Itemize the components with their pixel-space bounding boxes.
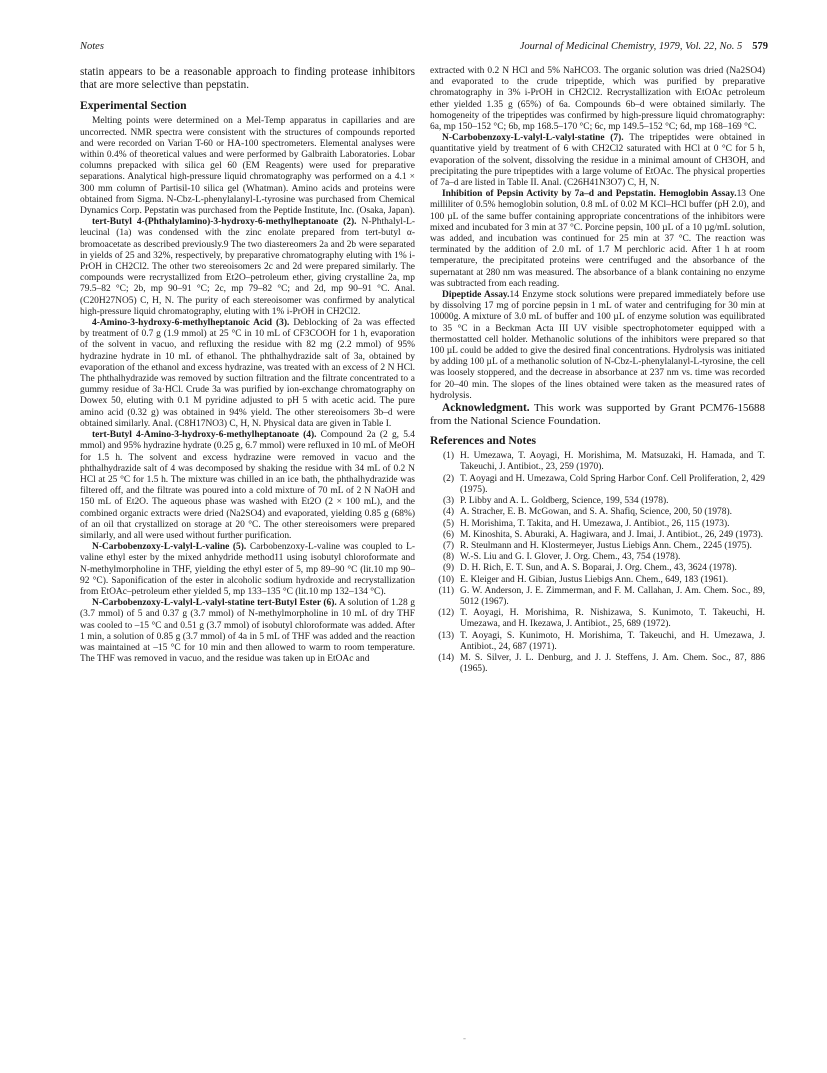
paragraph-title: N-Carbobenzoxy-L-valyl-L-valyl-statine (7). — [442, 133, 624, 144]
reference-text: W.-S. Liu and G. I. Glover, J. Org. Chem., 43, 754 (1978). — [460, 552, 681, 563]
paragraph-compound-3 — [80, 318, 415, 430]
paragraph-body: 14 Enzyme stock solutions were prepared immediately before use by dissolving 17 mg of porcine pepsin in 1 mL of water and centrifuging for 30 min at 10000g. A mixture of 3.0 mL of buffer and 100 µL of enzyme solution was equilibrated to 35 °C in a Beckman Acta III UV visible spectrophotometer equipped with a thermostatted cell holder. Methanolic solutions of the inhibitors were prepared so that 100 µL could be added to give the desired final concentrations. Hydrolysis was initiated by adding 100 µL of a methanolic solution of N-Cbz-L-phenylalanyl-L-tyrosine, the cell was loosely stoppered, and the decrease in absorbance at 237 nm vs. time was recorded for 20–40 min. The slopes of the lines obtained were taken as the measured rates of hydrolysis. — [430, 290, 765, 401]
acknowledgment-body: This work was supported by Grant PCM76-15688 from the National Science Foundation. — [430, 402, 765, 427]
paragraph-body: N-Phthalyl-L-leucinal (1a) was condensed with the zinc enolate prepared from tert-butyl α-bromoacetate as described previously.9 The two diastereomers 2a and 2b were separated in yields of 25 and 32%, respectively, by preparative chromatography eluting with 1% i-PrOH in CH2Cl2. The other two stereoisomers 2c and 2d were prepared similarly. The compounds were recrystallized from Et2O–petroleum ether, giving crystalline 2a, mp 79.5–82 °C; 2b, mp 90–91 °C; 2c, mp 79–82 °C; and 2d, mp 90–91 °C. Anal. (C20H27NO5) C, H, N. The purity of each stereoisomer was confirmed by analytical high-pressure liquid chromatography, eluting with 1% i-PrOH in CH2Cl2. — [80, 217, 415, 317]
reference-number: (2) — [442, 473, 454, 484]
reference-item — [430, 530, 765, 541]
left-column — [80, 66, 415, 665]
reference-text: T. Aoyagi and H. Umezawa, Cold Spring Harbor Conf. Cell Proliferation, 2, 429 (1975). — [460, 473, 765, 495]
section-label: Notes — [80, 41, 104, 52]
reference-text: T. Aoyagi, H. Morishima, R. Nishizawa, S. Kunimoto, T. Takeuchi, H. Umezawa, and H. Ikezawa, J. Antibiot., 25, 689 (1972). — [460, 608, 765, 630]
reference-list — [430, 451, 765, 675]
paragraph-title: 4-Amino-3-hydroxy-6-methylheptanoic Acid (3). — [92, 318, 290, 329]
reference-text: E. Kleiger and H. Gibian, Justus Liebigs Ann. Chem., 649, 183 (1961). — [460, 574, 729, 585]
paragraph-body: The tripeptides were obtained in quantitative yield by treatment of 6 with CH2Cl2 saturated with HCl at 0 °C for 5 h, evaporation of the solvent, dissolving the residue in a minimal amount of CH3OH, and precipitating the pure tripeptides with a large volume of EtOAc. The physical properties of 7a–d are listed in Table II. Anal. (C26H41N3O7) C, H, N. — [430, 133, 765, 189]
reference-item — [430, 575, 765, 586]
page-number: 579 — [752, 41, 768, 52]
paragraph-compound-6-continued: extracted with 0.2 N HCl and 5% NaHCO3. The organic solution was dried (Na2SO4) and evaporated to the crude tripeptide, which was purified by preparative chromatography in 3% i-PrOH in CH2Cl2. Recrystallization with EtOAc petroleum ether yielded 1.35 g (65%) of 6a. Compounds 6b–d were obtained similarly. The homogeneity of the tripeptides was confirmed by high-pressure liquid chromatography: 6a, mp 150–152 °C; 6b, mp 168.5–170 °C; 6c, mp 149.5–152 °C; 6d, mp 168–169 °C. — [430, 66, 765, 133]
reference-item — [430, 474, 765, 496]
reference-text: A. Stracher, E. B. McGowan, and S. A. Shafiq, Science, 200, 50 (1978). — [460, 507, 732, 518]
reference-text: R. Steulmann and H. Klostermeyer, Justus Liebigs Ann. Chem., 2245 (1975). — [460, 540, 752, 551]
reference-number: (10) — [438, 574, 454, 585]
paragraph-body: Deblocking of 2a was effected by treatment of 0.7 g (1.9 mmol) at 25 °C in 10 mL of CF3COOH for 1 h, evaporation of the solvent in vacuo, and refluxing the residue with 82 mg (2.2 mmol) of 95% hydrazine hydrate in 10 mL of ethanol. The phthalhydrazide salt of 3a, obtained by evaporation of the ethanol and excess hydrazine, was treated with an excess of 2 N HCl. The phthalhydrazide was removed by suction filtration and the filtrate concentrated to a gummy residue of 3a·HCl. Crude 3a was purified by ion-exchange chromatography on Dowex 50, eluting with 0.1 M pyridine adjusted to pH 5 with acetic acid. The pure amino acid (0.32 g) was obtained in 94% yield. The other stereoisomers 3b–d were obtained similarly. Anal. (C8H17NO3) C, H, N. Physical data are given in Table I. — [80, 318, 415, 429]
reference-text: D. H. Rich, E. T. Sun, and A. S. Boparai, J. Org. Chem., 43, 3624 (1978). — [460, 563, 737, 574]
reference-item — [430, 451, 765, 473]
reference-number: (14) — [438, 652, 454, 663]
paragraph-body: Carbobenzoxy-L-valine was coupled to L-valine ethyl ester by the mixed anhydride method11 using isobutyl chloroformate and N-methylmorpholine in THF, yielding the ethyl ester of 5, mp 89–90 °C (lit.10 mp 90–92 °C). Saponification of the ester in alcoholic sodium hydroxide and recrystallization from EtOAc–petroleum ether yielded 5, mp 133–135 °C (lit.10 mp 132–134 °C). — [80, 542, 415, 597]
reference-item — [430, 496, 765, 507]
paragraph-title: tert-Butyl 4-(Phthalylamino)-3-hydroxy-6-methylheptanoate (2). — [92, 217, 357, 228]
reference-text: T. Aoyagi, S. Kunimoto, H. Morishima, T. Takeuchi, and H. Umezawa, J. Antibiot., 24, 687 (1971). — [460, 630, 765, 652]
journal-name: Journal of Medicinal Chemistry, 1979, Vol. 22, No. 5 — [519, 41, 743, 52]
reference-text: M. S. Silver, J. L. Denburg, and J. J. Steffens, J. Am. Chem. Soc., 87, 886 (1965). — [460, 652, 765, 675]
reference-item — [430, 631, 765, 653]
paragraph-compound-5 — [80, 542, 415, 598]
reference-item — [430, 541, 765, 552]
paragraph-compound-2 — [80, 217, 415, 318]
reference-number: (13) — [438, 630, 454, 641]
reference-number: (3) — [442, 496, 454, 507]
running-header — [80, 41, 768, 55]
reference-text: H. Umezawa, T. Aoyagi, H. Morishima, M. Matsuzaki, H. Hamada, and T. Takeuchi, J. Antibiot., 23, 259 (1970). — [460, 451, 765, 473]
paragraph-compound-4 — [80, 430, 415, 542]
reference-number: (1) — [442, 451, 454, 462]
reference-number: (12) — [438, 608, 454, 619]
paragraph-title: tert-Butyl 4-Amino-3-hydroxy-6-methylheptanoate (4). — [92, 430, 317, 441]
reference-item — [430, 608, 765, 630]
reference-number: (8) — [442, 552, 454, 563]
reference-number: (4) — [442, 507, 454, 518]
references-title: References and Notes — [430, 434, 537, 448]
reference-number: (6) — [442, 529, 454, 540]
paragraph-body: A solution of 1.28 g (3.7 mmol) of 5 and 0.37 g (3.7 mmol) of N-methylmorpholine in 10 mL of dry THF was cooled to –15 °C and 0.51 g (3.7 mmol) of isobutyl chloroformate was added. After 1 min, a solution of 0.85 g (3.7 mmol) of 4a in 5 mL of THF was added and the reaction was maintained at –15 °C for 10 min and then allowed to warm to room temperature. The THF was removed in vacuo, and the residue was taken up in EtOAc and — [80, 598, 415, 665]
paragraph-general-methods: Melting points were determined on a Mel-Temp apparatus in capillaries and are uncorrected. NMR spectra were consistent with the structures of compounds reported and were recorded on Varian T-60 or HA-100 spectrometers. Elemental analyses were within 0.4% of theoretical values and were performed by Galbraith Laboratories. Lobar columns prepacked with silica gel 60 (EM Reagents) were used for preparative separations. Analytical high-pressure liquid chromatography was performed on a 4.1 × 300 mm column of Partisil-10 silica gel (Whatman). Amino acids and proteins were obtained from Sigma. N-Cbz-L-phenylalanyl-L-tyrosine was purchased from Chemical Dynamics Corp. Pepstatin was purchased from the Peptide Institute, Inc. (Osaka, Japan). — [80, 116, 415, 217]
paragraph-title: N-Carbobenzoxy-L-valyl-L-valine (5). — [92, 542, 247, 553]
intro-paragraph: statin appears to be a reasonable approach to finding protease inhibitors that are more selective than pepstatin. — [80, 66, 415, 92]
reference-item — [430, 507, 765, 518]
right-column — [430, 66, 765, 675]
section-title: Experimental Section — [80, 99, 187, 113]
footer-mark: - — [463, 1033, 466, 1043]
reference-item — [430, 519, 765, 530]
reference-number: (5) — [442, 518, 454, 529]
reference-text: M. Kinoshita, S. Aburaki, A. Hagiwara, and J. Imai, J. Antibiot., 26, 249 (1973). — [460, 529, 764, 540]
paragraph-body: Compound 2a (2 g, 5.4 mmol) and 95% hydrazine hydrate (0.25 g, 6.7 mmol) were refluxed in 10 mL of MeOH for 1.5 h. The solvent and excess hydrazine were removed in vacuo and the phthalhydrazide salt of 4 was decomposed by shaking the residue with 34 mL of 0.2 N HCl at 25 °C for 1.5 h. The mixture was chilled in an ice bath, the phthalhydrazide was filtered off, and the filtrate was poured into a cold mixture of 70 mL of 2 N NaOH and 150 mL of Et2O. The aqueous phase was washed with Et2O (2 × 100 mL), and the combined organic extracts were dried (Na2SO4) and evaporated, yielding 0.85 g (68%) of an oil that crystallized on storage at 20 °C. The other stereoisomers were prepared similarly, and all were used without further purification. — [80, 430, 416, 541]
reference-number: (7) — [442, 540, 454, 551]
reference-item — [430, 653, 765, 675]
paragraph-dipeptide-assay — [430, 290, 765, 402]
reference-text: P. Libby and A. L. Goldberg, Science, 199, 534 (1978). — [460, 496, 669, 507]
reference-text: G. W. Anderson, J. E. Zimmerman, and F. M. Callahan, J. Am. Chem. Soc., 89, 5012 (1967). — [460, 585, 765, 607]
paragraph-compound-7 — [430, 133, 765, 189]
paragraph-title: N-Carbobenzoxy-L-valyl-L-valyl-statine tert-Butyl Ester (6). — [92, 598, 337, 609]
journal-citation — [520, 41, 768, 52]
paragraph-title: Inhibition of Pepsin Activity by 7a–d and Pepstatin. Hemoglobin Assay. — [442, 189, 737, 200]
reference-item — [430, 586, 765, 608]
reference-item — [430, 563, 765, 574]
paragraph-body: 13 One milliliter of 0.5% hemoglobin solution, 0.8 mL of 0.02 M KCl–HCl buffer (pH 2.0), and 100 µL of the same buffer containing appropriate concentrations of the inhibitors were mixed and incubated for 3 min at 37 °C. Porcine pepsin, 100 µL of a 10 µg/mL solution, was added, and incubation was continued for 25 min at 37 °C. The reaction was terminated by the addition of 2.0 mL of 1.7 M perchloric acid. After 1 h at room temperature, the precipitated proteins were centrifuged and the absorbance of the supernatant at 280 nm was measured. The absorbance of a blank containing no enzyme was subtracted from each reading. — [430, 189, 765, 289]
acknowledgment-title: Acknowledgment. — [442, 402, 530, 415]
reference-number: (11) — [438, 585, 454, 596]
reference-text: H. Morishima, T. Takita, and H. Umezawa, J. Antibiot., 26, 115 (1973). — [460, 518, 730, 529]
paragraph-hemoglobin-assay — [430, 189, 765, 290]
acknowledgment — [430, 402, 765, 427]
reference-item — [430, 552, 765, 563]
reference-number: (9) — [442, 563, 454, 574]
paragraph-title: Dipeptide Assay. — [442, 290, 510, 301]
paragraph-compound-6 — [80, 598, 415, 665]
